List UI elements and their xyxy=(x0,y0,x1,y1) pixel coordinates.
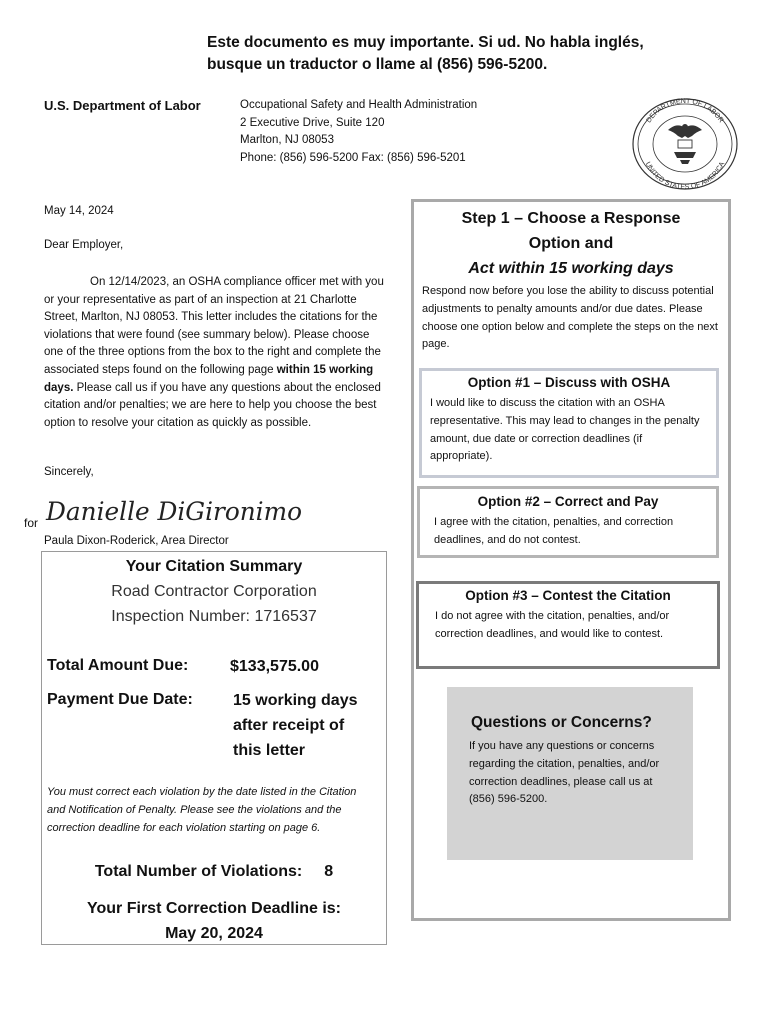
closing: Sincerely, xyxy=(44,466,94,478)
department-name: U.S. Department of Labor xyxy=(44,98,201,113)
citation-summary-box xyxy=(41,551,387,945)
violations-count: 8 xyxy=(324,863,334,880)
seal-text-bottom: UNITED STATES OF AMERICA xyxy=(643,160,727,191)
payment-due-line2: after receipt of xyxy=(233,717,345,734)
total-amount-label: Total Amount Due: xyxy=(47,657,189,674)
option-2-text: I agree with the citation, penalties, and correction deadlines, and do not contest. xyxy=(434,516,674,546)
seal-text-top: DEPARTMENT OF LABOR xyxy=(645,97,725,125)
signature-text: Danielle DiGironimo xyxy=(45,497,302,526)
option-2-correct-pay[interactable] xyxy=(417,486,719,558)
payment-due-label: Payment Due Date: xyxy=(47,691,193,708)
payment-due-line3: this letter xyxy=(233,742,306,759)
svg-text:DEPARTMENT OF LABOR xyxy=(645,98,724,124)
signature-image xyxy=(44,492,314,530)
language-notice-line2: busque un traductor o llame al (856) 596-5200. xyxy=(207,56,548,73)
step-title-line3: Act within 15 working days xyxy=(468,260,674,277)
option-2-title: Option #2 – Correct and Pay xyxy=(477,494,659,509)
inspection-number: Inspection Number: 1716537 xyxy=(111,608,317,625)
questions-box xyxy=(447,687,693,860)
option-1-discuss[interactable] xyxy=(419,368,719,478)
for-label: for xyxy=(24,516,39,530)
questions-title: Questions or Concerns? xyxy=(471,714,652,731)
agency-phone: Phone: (856) 596-5200 Fax: (856) 596-5201 xyxy=(240,151,466,164)
response-options-panel xyxy=(411,199,731,921)
option-3-title: Option #3 – Contest the Citation xyxy=(465,588,671,603)
first-deadline-label: Your First Correction Deadline is: xyxy=(87,900,341,917)
letter-body-text: On 12/14/2023, an OSHA compliance officer met with you or your representative as part of an inspection at 21 Charlotte Street, Marlton, NJ 08053. This letter includes the citations for the violations that were found (see summary below). Please choose one of the three options from the box to the right and complete the associated steps found on the following page xyxy=(44,276,384,376)
agency-name: Occupational Safety and Health Administration xyxy=(240,99,478,111)
letter-body-deadline: within 15 working days. xyxy=(44,363,374,394)
option-1-text: I would like to discuss the citation with an OSHA representative. This may lead to changes in the penalty amount, due date or correction deadlines (if appropriate). xyxy=(430,397,700,463)
violations-row xyxy=(42,863,386,881)
correction-note: You must correct each violation by the date listed in the Citation and Notification of Penalty. Please see the violations and the correction deadline for each violation starting on page 6. xyxy=(47,786,357,834)
summary-title: Your Citation Summary xyxy=(125,558,303,575)
language-notice xyxy=(207,32,677,76)
svg-text:UNITED STATES OF AMERICA xyxy=(644,161,727,191)
agency-address-block xyxy=(240,97,477,167)
letter-date: May 14, 2024 xyxy=(44,205,114,217)
first-deadline-date: May 20, 2024 xyxy=(165,925,263,942)
option-3-contest[interactable] xyxy=(416,581,720,669)
agency-address-line2: Marlton, NJ 08053 xyxy=(240,134,334,146)
department-of-labor-seal-icon xyxy=(630,96,740,191)
total-amount-value: $133,575.00 xyxy=(230,658,319,675)
violations-label: Total Number of Violations: xyxy=(94,863,303,880)
step-description: Respond now before you lose the ability to discuss potential adjustments to penalty amounts and/or due dates. Please choose one option below and complete the steps on the next page. xyxy=(422,285,718,351)
step-title xyxy=(414,206,728,281)
salutation: Dear Employer, xyxy=(44,239,124,251)
first-deadline xyxy=(42,896,386,946)
payment-due-line1: 15 working days xyxy=(233,692,358,709)
signer-name: Paula Dixon-Roderick, Area Director xyxy=(44,535,229,547)
option-3-text: I do not agree with the citation, penalties, and/or correction deadlines, and would like to contest. xyxy=(435,610,670,640)
step-title-line1: Step 1 – Choose a Response xyxy=(461,210,681,227)
option-1-title: Option #1 – Discuss with OSHA xyxy=(467,375,671,390)
agency-address-line1: 2 Executive Drive, Suite 120 xyxy=(240,116,385,129)
payment-due-value xyxy=(233,688,358,763)
language-notice-line1: Este documento es muy importante. Si ud. No habla inglés, xyxy=(207,34,644,51)
questions-text: If you have any questions or concerns regarding the citation, penalties, and/or correction deadlines, please call us at (856) 596-5200. xyxy=(469,740,660,806)
step-title-line2: Option and xyxy=(528,235,614,252)
letter-body xyxy=(44,274,389,432)
company-name: Road Contractor Corporation xyxy=(111,583,317,600)
letter-body-text-end: Please call us if you have any questions about the enclosed citation and/or penalties; we are here to help you choose the best option to resolve your citation as quickly as possible. xyxy=(44,381,381,429)
